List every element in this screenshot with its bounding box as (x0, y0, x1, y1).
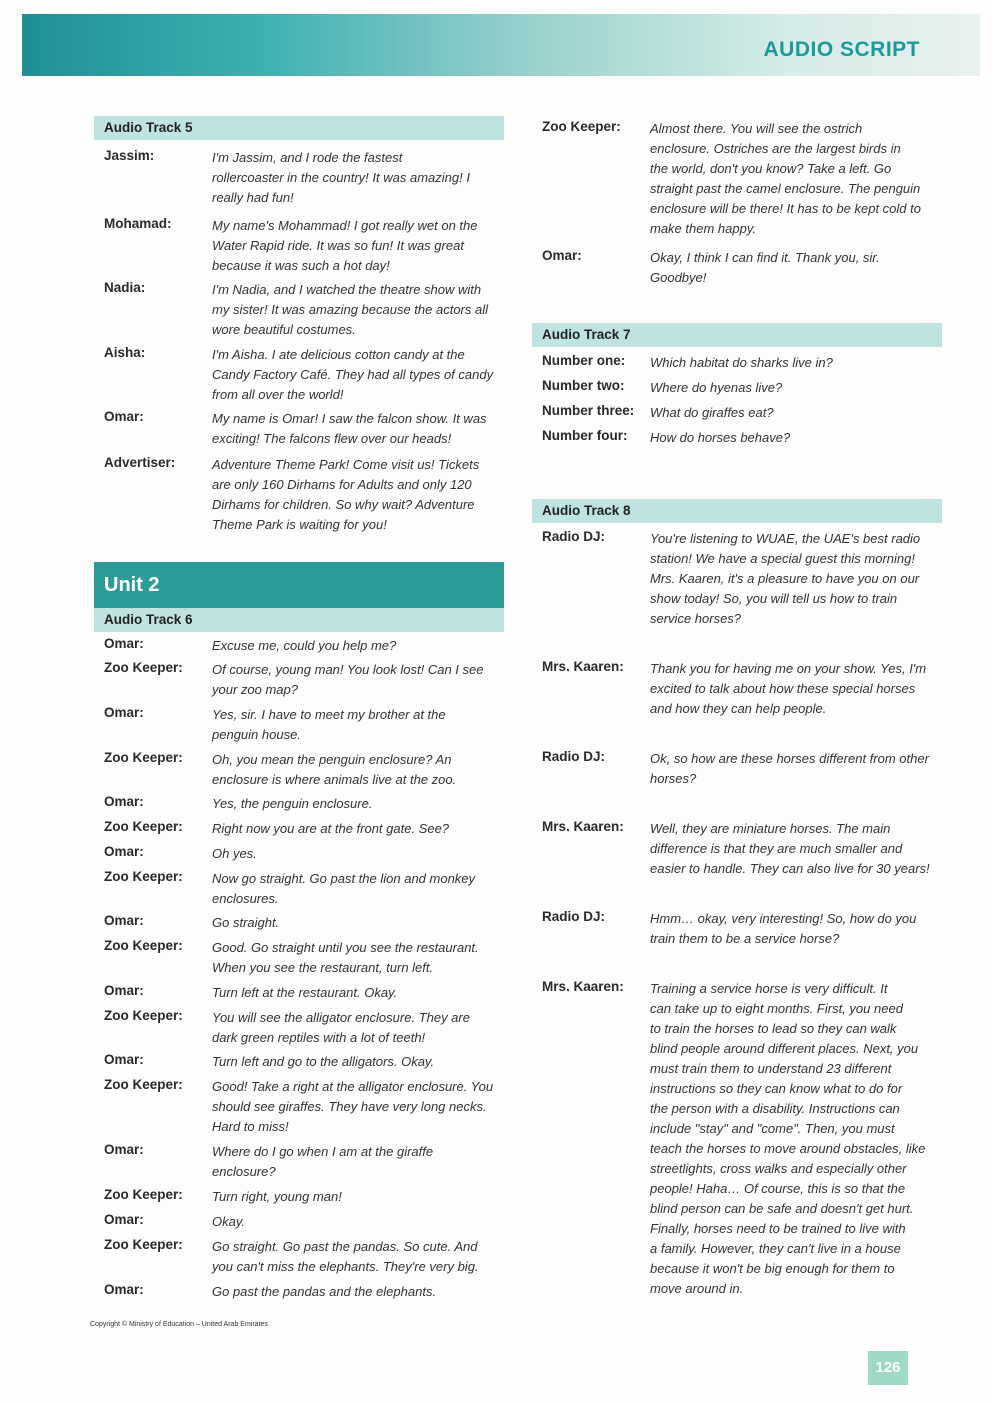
speaker-label: Omar: (104, 409, 144, 424)
track-6-continued (532, 119, 942, 323)
page-title: AUDIO SCRIPT (763, 38, 920, 61)
script-line (532, 428, 942, 453)
speaker-label: Advertiser: (104, 455, 176, 470)
dialogue-text: Turn left and go to the alligators. Okay. (212, 1054, 435, 1069)
speaker-label: Zoo Keeper: (104, 1008, 183, 1023)
dialogue-text: Excuse me, could you help me? (212, 638, 397, 653)
speaker-label: Omar: (542, 248, 582, 263)
speaker-label: Zoo Keeper: (104, 819, 183, 834)
script-line (94, 148, 504, 216)
script-line (532, 659, 942, 749)
speaker-label: Zoo Keeper: (104, 938, 183, 953)
dialogue-text: Almost there. You will see the ostrich enclosure. Ostriches are the largest birds in the world, don't you know? Take a left. Go straight past the camel enclosure. The penguin enclosure will be there! It has to be kept cold to make them happy. (650, 121, 921, 236)
script-line (94, 345, 504, 409)
dialogue-text: Right now you are at the front gate. See? (212, 821, 450, 836)
dialogue-text: Turn left at the restaurant. Okay. (212, 985, 398, 1000)
speaker-label: Omar: (104, 794, 144, 809)
script-line (94, 1052, 504, 1077)
script-line (94, 705, 504, 750)
script-line (94, 1187, 504, 1212)
dialogue-text: Good. Go straight until you see the restaurant. When you see the restaurant, turn left. (212, 940, 479, 975)
script-line (94, 750, 504, 794)
dialogue-text: Where do I go when I am at the giraffe enclosure? (212, 1144, 434, 1179)
dialogue-text: Where do hyenas live? (650, 380, 783, 395)
dialogue-text: My name is Omar! I saw the falcon show. It was exciting! The falcons flew over our heads! (212, 411, 487, 446)
speaker-label: Aisha: (104, 345, 146, 360)
speaker-label: Nadia: (104, 280, 146, 295)
dialogue-text: Go straight. Go past the pandas. So cute. And you can't miss the elephants. They're very big. (212, 1239, 479, 1274)
speaker-label: Radio DJ: (542, 529, 606, 544)
dialogue-text: How do horses behave? (650, 430, 791, 445)
dialogue-text: My name's Mohammad! I got really wet on the Water Rapid ride. It was so fun! It was great because it was such a hot day! (212, 218, 478, 273)
speaker-label: Omar: (104, 636, 144, 651)
dialogue-text: Well, they are miniature horses. The main difference is that they are much smaller and easier to handle. They can also live for 30 years! (650, 821, 930, 876)
dialogue-text: Turn right, young man! (212, 1189, 342, 1204)
speaker-label: Mrs. Kaaren: (542, 979, 624, 994)
track-8-header: Audio Track 8 (532, 499, 942, 523)
speaker-label: Jassim: (104, 148, 155, 163)
script-line (94, 1237, 504, 1282)
speaker-label: Radio DJ: (542, 909, 606, 924)
script-line (532, 979, 942, 1299)
dialogue-text: Okay. (212, 1214, 245, 1229)
dialogue-text: You will see the alligator enclosure. They are dark green reptiles with a lot of teeth! (212, 1010, 470, 1045)
dialogue-text: Good! Take a right at the alligator enclosure. You should see giraffes. They have very long necks. Hard to miss! (212, 1079, 494, 1134)
script-line (94, 1008, 504, 1052)
left-column (94, 116, 504, 1304)
right-column (532, 116, 942, 1299)
speaker-label: Mohamad: (104, 216, 172, 231)
speaker-label: Number four: (542, 428, 628, 443)
script-line (532, 353, 942, 378)
script-line (94, 409, 504, 455)
script-line (94, 983, 504, 1008)
dialogue-text: Ok, so how are these horses different from other horses? (650, 751, 929, 786)
speaker-label: Omar: (104, 705, 144, 720)
dialogue-text: I'm Nadia, and I watched the theatre show with my sister! It was amazing because the actors all wore beautiful costumes. (212, 282, 489, 337)
script-line (532, 378, 942, 403)
speaker-label: Mrs. Kaaren: (542, 819, 624, 834)
speaker-label: Number two: (542, 378, 625, 393)
speaker-label: Omar: (104, 1142, 144, 1157)
script-line (94, 869, 504, 913)
dialogue-text: Now go straight. Go past the lion and monkey enclosures. (212, 871, 476, 906)
dialogue-text: Go past the pandas and the elephants. (212, 1284, 437, 1299)
track-8-script (532, 529, 942, 1299)
speaker-label: Number one: (542, 353, 626, 368)
speaker-label: Zoo Keeper: (104, 750, 183, 765)
track-7-header: Audio Track 7 (532, 323, 942, 347)
script-line (94, 660, 504, 705)
script-line (94, 1077, 504, 1142)
speaker-label: Omar: (104, 844, 144, 859)
dialogue-text: I'm Jassim, and I rode the fastest rollercoaster in the country! It was amazing! I really had fun! (212, 150, 470, 205)
script-line (94, 794, 504, 819)
dialogue-text: Okay, I think I can find it. Thank you, sir. Goodbye! (650, 250, 880, 285)
dialogue-text: I'm Aisha. I ate delicious cotton candy at the Candy Factory Café. They had all types of candy from all over the world! (212, 347, 494, 402)
speaker-label: Omar: (104, 1052, 144, 1067)
speaker-label: Zoo Keeper: (104, 1237, 183, 1252)
speaker-label: Number three: (542, 403, 635, 418)
speaker-label: Zoo Keeper: (104, 660, 183, 675)
script-line (94, 819, 504, 844)
speaker-label: Zoo Keeper: (104, 1187, 183, 1202)
dialogue-text: You're listening to WUAE, the UAE's best radio station! We have a special guest this morning! Mrs. Kaaren, it's a pleasure to have you on our show today! So, you will tell us how to train service horses? (650, 531, 921, 626)
dialogue-text: Oh yes. (212, 846, 257, 861)
script-line (94, 1142, 504, 1187)
dialogue-text: Adventure Theme Park! Come visit us! Tickets are only 160 Dirhams for Adults and only 120 Dirhams for children. So why wait? Adventure Theme Park is waiting for you! (212, 457, 480, 532)
dialogue-text: Training a service horse is very difficult. It can take up to eight months. First, you need to train the horses to lead so they can walk blind people around different places. Next, you must train them to understand 23 different instructions so they can know what to do for the person with a disability. Instructions can include "stay" and "come". Then, you must teach the horses to move around obstacles, like streetlights, cross walks and especially other people! Haha… Of course, this is so that the blind person can be safe and doesn't get hurt. Finally, horses need to be trained to live with a family. However, they can't live in a house because it won't be big enough for them to move around in. (650, 981, 926, 1296)
script-line (94, 216, 504, 280)
script-line (94, 636, 504, 660)
script-line (532, 749, 942, 819)
script-line (532, 909, 942, 979)
script-line (94, 938, 504, 983)
copyright-notice: Copyright © Ministry of Education – United Arab Emirates (90, 1321, 268, 1328)
script-line (94, 844, 504, 869)
unit-header: Unit 2 (94, 562, 504, 608)
script-line (94, 913, 504, 938)
dialogue-text: Yes, sir. I have to meet my brother at the penguin house. (212, 707, 446, 742)
dialogue-text: Of course, young man! You look lost! Can I see your zoo map? (212, 662, 484, 697)
track-6-header: Audio Track 6 (94, 608, 504, 632)
dialogue-text: Thank you for having me on your show. Yes, I'm excited to talk about how these special horses and how they can help people. (650, 661, 927, 716)
script-line (532, 248, 942, 323)
track-5-script (94, 148, 504, 535)
dialogue-text: Go straight. (212, 915, 280, 930)
dialogue-text: Oh, you mean the penguin enclosure? An enclosure is where animals live at the zoo. (212, 752, 457, 787)
speaker-label: Radio DJ: (542, 749, 606, 764)
track-6-script (94, 636, 504, 1304)
track-5-header: Audio Track 5 (94, 116, 504, 140)
speaker-label: Zoo Keeper: (104, 869, 183, 884)
speaker-label: Omar: (104, 1282, 144, 1297)
page-number: 126 (868, 1351, 908, 1385)
script-line (94, 280, 504, 345)
script-line (532, 819, 942, 909)
script-line (532, 403, 942, 428)
speaker-label: Mrs. Kaaren: (542, 659, 624, 674)
script-line (94, 1282, 504, 1304)
script-line (94, 1212, 504, 1237)
speaker-label: Omar: (104, 913, 144, 928)
speaker-label: Omar: (104, 983, 144, 998)
dialogue-text: Hmm… okay, very interesting! So, how do you train them to be a service horse? (650, 911, 917, 946)
dialogue-text: Yes, the penguin enclosure. (212, 796, 373, 811)
script-line (532, 119, 942, 248)
speaker-label: Zoo Keeper: (542, 119, 621, 134)
dialogue-text: What do giraffes eat? (650, 405, 774, 420)
dialogue-text: Which habitat do sharks live in? (650, 355, 833, 370)
script-line (94, 455, 504, 535)
speaker-label: Omar: (104, 1212, 144, 1227)
speaker-label: Zoo Keeper: (104, 1077, 183, 1092)
script-line (532, 529, 942, 659)
track-7-script (532, 353, 942, 453)
